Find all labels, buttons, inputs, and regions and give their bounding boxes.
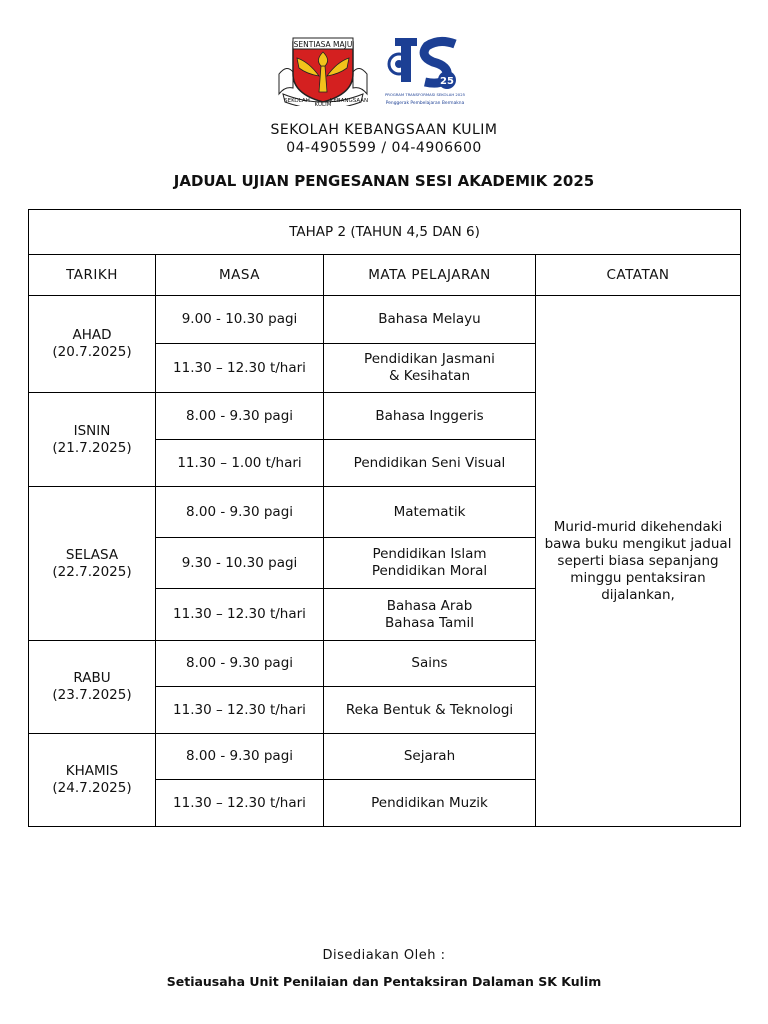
time-cell: 8.00 - 9.30 pagi [156, 487, 324, 538]
subject-line: Bahasa Melayu [378, 311, 481, 327]
subject-cell [324, 734, 536, 780]
day-name: ISNIN [73, 422, 111, 439]
day-name: AHAD [72, 327, 112, 343]
day-date: (21.7.2025) [52, 439, 132, 456]
subject-line: Pendidikan Seni Visual [353, 454, 506, 471]
exam-schedule-table [28, 209, 741, 827]
subject-cell [324, 487, 536, 538]
subject-cell [324, 440, 536, 487]
date-cell [29, 393, 156, 487]
time-cell: 11.30 – 12.30 t/hari [156, 589, 324, 641]
subject-line: Pendidikan Muzik [371, 794, 488, 811]
document-title: JADUAL UJIAN PENGESANAN SESI AKADEMIK 2025 [173, 172, 595, 190]
tahap-header: TAHAP 2 (TAHUN 4,5 DAN 6) [29, 210, 741, 255]
school-crest-logo [277, 34, 369, 106]
subject-line: Sains [411, 655, 448, 671]
date-cell [29, 296, 156, 393]
column-header-masa: MASA [156, 255, 324, 296]
time-cell: 8.00 - 9.30 pagi [156, 641, 324, 687]
subject-cell [324, 538, 536, 589]
time-cell: 8.00 - 9.30 pagi [156, 734, 324, 780]
subject-cell [324, 589, 536, 641]
column-header-mata-pelajaran: MATA PELAJARAN [324, 255, 536, 296]
subject-line: Bahasa Arab [386, 597, 473, 614]
catatan-cell: Murid-murid dikehendaki bawa buku mengikut jadual seperti biasa sepanjang minggu pentaksiran dijalankan, [536, 296, 741, 827]
svg-text:Penggerak Pembelajaran Bermakn: Penggerak Pembelajaran Bermakna [385, 101, 465, 106]
subject-cell [324, 687, 536, 734]
subject-line: Reka Bentuk & Teknologi [345, 701, 514, 718]
time-cell: 9.00 - 10.30 pagi [156, 296, 324, 344]
subject-cell [324, 393, 536, 440]
time-cell: 11.30 – 1.00 t/hari [156, 440, 324, 487]
day-name: SELASA [65, 546, 119, 563]
date-cell [29, 734, 156, 827]
day-date: (22.7.2025) [52, 563, 132, 580]
prepared-by-name: Setiausaha Unit Penilaian dan Pentaksiran Dalaman SK Kulim [166, 974, 602, 989]
subject-cell [324, 780, 536, 827]
svg-text:SEKOLAH: SEKOLAH [284, 98, 310, 104]
day-date: (23.7.2025) [52, 687, 132, 703]
prepared-by-label: Disediakan Oleh : [322, 948, 446, 963]
svg-text:KEBANGSAAN: KEBANGSAAN [329, 98, 369, 104]
date-cell [29, 487, 156, 641]
column-header-catatan: CATATAN [536, 255, 741, 296]
school-name: SEKOLAH KEBANGSAAN KULIM [270, 122, 498, 138]
day-date: (20.7.2025) [52, 344, 132, 360]
subject-line: Pendidikan Jasmani [364, 351, 495, 367]
day-name: KHAMIS [65, 763, 119, 779]
school-phone: 04-4905599 / 04-4906600 [286, 140, 482, 156]
day-date: (24.7.2025) [52, 780, 132, 796]
svg-text:25: 25 [440, 76, 454, 87]
subject-cell [324, 296, 536, 344]
time-cell: 11.30 – 12.30 t/hari [156, 344, 324, 393]
subject-line: Pendidikan Islam [372, 546, 487, 562]
subject-line: Bahasa Tamil [385, 614, 474, 631]
column-header-tarikh: TARIKH [29, 255, 156, 296]
subject-line: Sejarah [403, 748, 456, 764]
subject-cell [324, 641, 536, 687]
table-row [29, 296, 741, 344]
header-logos [0, 34, 768, 108]
time-cell: 11.30 – 12.30 t/hari [156, 780, 324, 827]
svg-text:KULIM: KULIM [314, 102, 332, 106]
date-cell [29, 641, 156, 734]
time-cell: 8.00 - 9.30 pagi [156, 393, 324, 440]
time-cell: 11.30 – 12.30 t/hari [156, 687, 324, 734]
subject-cell [324, 344, 536, 393]
subject-line: Matematik [393, 503, 466, 520]
subject-line: Bahasa Inggeris [375, 407, 484, 424]
svg-text:SENTIASA MAJU: SENTIASA MAJU [293, 40, 353, 49]
svg-text:PROGRAM TRANSFORMASI SEKOLAH 2: PROGRAM TRANSFORMASI SEKOLAH 2025 [385, 92, 465, 97]
subject-line: Pendidikan Moral [371, 563, 488, 579]
transformasi-sekolah-logo [385, 34, 465, 108]
subject-line: & Kesihatan [388, 368, 471, 384]
day-name: RABU [73, 670, 111, 686]
time-cell: 9.30 - 10.30 pagi [156, 538, 324, 589]
